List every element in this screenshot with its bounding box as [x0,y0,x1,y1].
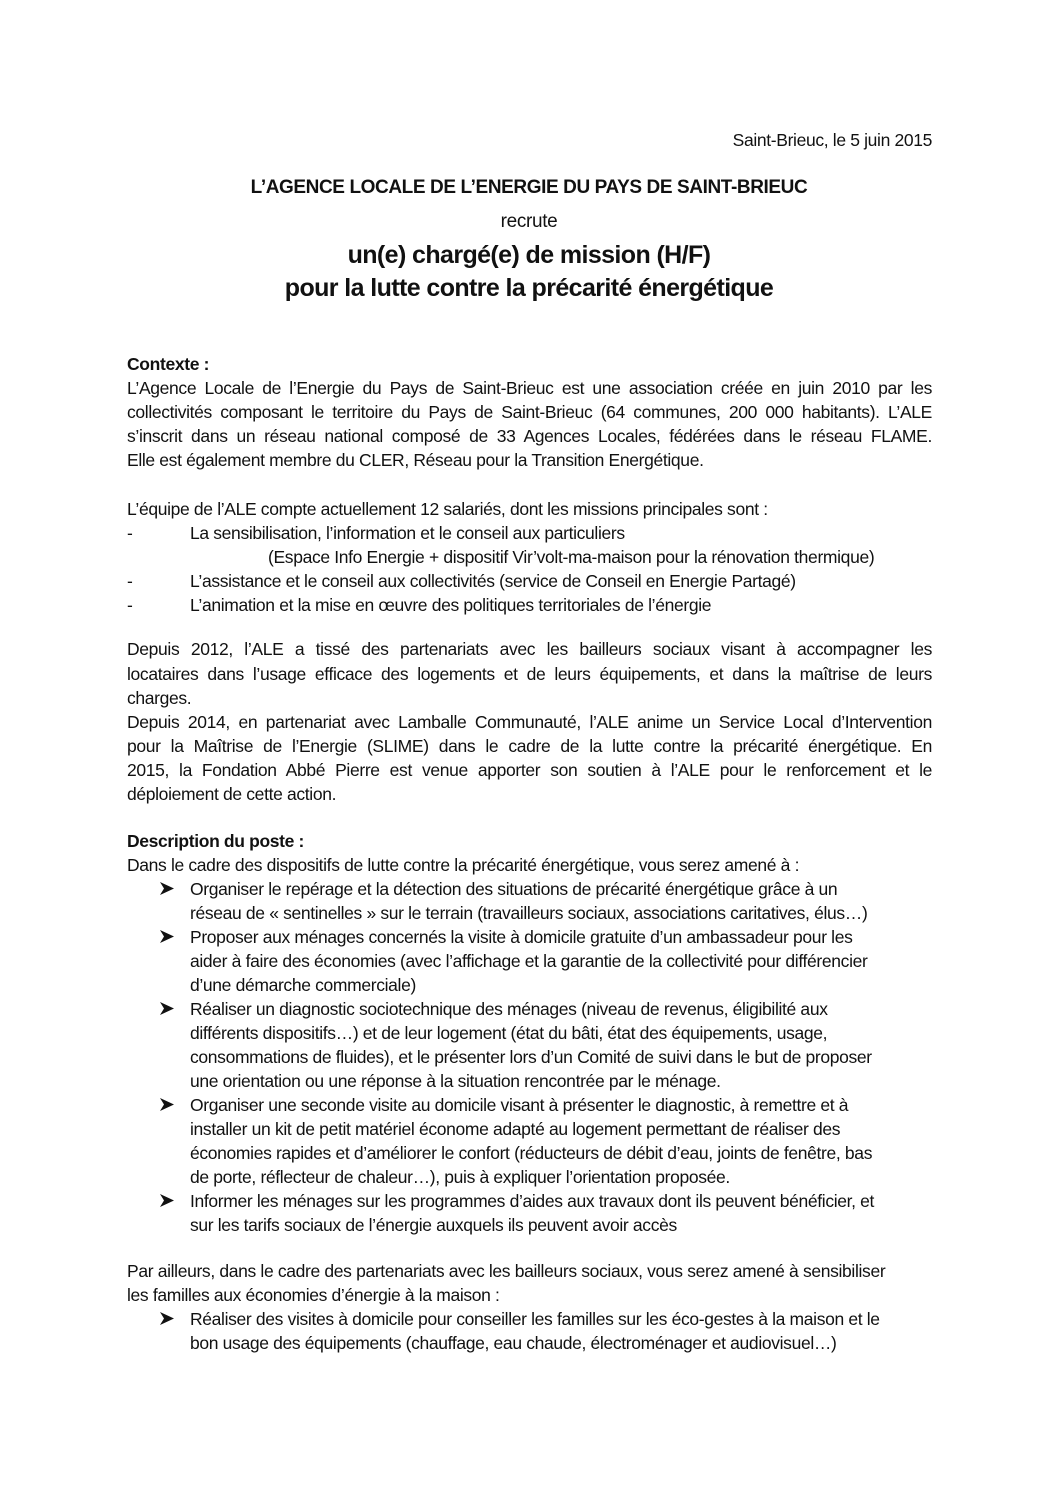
bullet-line: installer un kit de petit matériel économe adapté au logement permettant de réaliser des [190,1119,841,1139]
mission-item: L’animation et la mise en œuvre des politiques territoriales de l’énergie [190,595,712,615]
arrow-bullet-icon [160,877,174,895]
recruits-verb: recrute [500,211,558,232]
list-dash: - [127,595,133,615]
paragraph-line: L’Agence Locale de l’Energie du Pays de Saint-Brieuc est une association créée en juin 2010 par les [127,378,932,398]
bullet-line: aider à faire des économies (avec l’affichage et la garantie de la collectivité pour différencier [190,951,868,971]
paragraph-line: pour la Maîtrise de l’Energie (SLIME) dans le cadre de la lutte contre la précarité énergétique. En [127,736,932,756]
team-intro: L’équipe de l’ALE compte actuellement 12 salariés, dont les missions principales sont : [127,499,768,519]
bullet-line: bon usage des équipements (chauffage, eau chaude, électroménager et audiovisuel…) [190,1333,837,1353]
paragraph-line: Elle est également membre du CLER, Réseau pour la Transition Energétique. [127,450,704,470]
bullet-line: d’une démarche commerciale) [190,975,416,995]
paragraph-line: les familles aux économies d’énergie à la maison : [127,1285,500,1305]
arrow-bullet-icon [160,1189,174,1207]
paragraph-line: Par ailleurs, dans le cadre des partenariats avec les bailleurs sociaux, vous serez amené à sensibiliser [127,1261,886,1281]
job-title-line-1: un(e) chargé(e) de mission (H/F) [347,241,711,269]
paragraph-line: Depuis 2012, l’ALE a tissé des partenariats avec les bailleurs sociaux visant à accompagner les [127,639,932,659]
bullet-line: différents dispositifs…) et de leur logement (état du bâti, état des équipements, usage, [190,1023,828,1043]
arrow-bullet-icon [160,925,174,943]
paragraph-line: collectivités composant le territoire du Pays de Saint-Brieuc (64 communes, 200 000 habitants). L’ALE [127,402,932,422]
bullet-line: Organiser le repérage et la détection des situations de précarité énergétique grâce à un [190,879,838,899]
description-intro: Dans le cadre des dispositifs de lutte contre la précarité énergétique, vous serez amené à : [127,855,800,875]
organization-name: L’AGENCE LOCALE DE L’ENERGIE DU PAYS DE SAINT-BRIEUC [250,177,808,198]
date-line: Saint-Brieuc, le 5 juin 2015 [732,130,932,150]
arrow-bullet-icon [160,997,174,1015]
bullet-line: Proposer aux ménages concernés la visite à domicile gratuite d’un ambassadeur pour les [190,927,853,947]
bullet-line: de porte, réflecteur de chaleur…), puis à expliquer l’orientation proposée. [190,1167,730,1187]
paragraph-line: locataires dans l’usage efficace des logements et de leurs équipements, et dans la maîtrise de leurs [127,664,932,684]
section-heading-description: Description du poste : [127,831,305,851]
bullet-line: Organiser une seconde visite au domicile visant à présenter le diagnostic, à remettre et à [190,1095,849,1115]
paragraph-line: charges. [127,688,192,708]
bullet-line: réseau de « sentinelles » sur le terrain (travailleurs sociaux, associations caritatives, élus…) [190,903,868,923]
bullet-line: consommations de fluides), et le présenter lors d’un Comité de suivi dans le but de proposer [190,1047,872,1067]
bullet-line: Réaliser un diagnostic sociotechnique des ménages (niveau de revenus, éligibilité aux [190,999,828,1019]
arrow-bullet-icon [160,1307,174,1325]
arrow-bullet-icon [160,1093,174,1111]
section-heading-contexte: Contexte : [127,354,210,374]
bullet-line: Réaliser des visites à domicile pour conseiller les familles sur les éco-gestes à la maison et le [190,1309,880,1329]
list-dash: - [127,523,133,543]
paragraph-line: s’inscrit dans un réseau national composé de 33 Agences Locales, fédérées dans le réseau FLAME. [127,426,932,446]
mission-item-detail: (Espace Info Energie + dispositif Vir’volt-ma-maison pour la rénovation thermique) [268,547,875,567]
mission-item: La sensibilisation, l’information et le conseil aux particuliers [190,523,625,543]
paragraph-line: Depuis 2014, en partenariat avec Lamballe Communauté, l’ALE anime un Service Local d’Intervention [127,712,932,732]
bullet-line: économies rapides et d’améliorer le confort (réducteurs de débit d’eau, joints de fenêtre, bas [190,1143,873,1163]
job-title-line-2: pour la lutte contre la précarité énergétique [284,274,774,302]
mission-item: L’assistance et le conseil aux collectivités (service de Conseil en Energie Partagé) [190,571,796,591]
list-dash: - [127,571,133,591]
bullet-line: une orientation ou une réponse à la situation rencontrée par le ménage. [190,1071,721,1091]
paragraph-line: déploiement de cette action. [127,784,337,804]
bullet-line: Informer les ménages sur les programmes d’aides aux travaux dont ils peuvent bénéficier, et [190,1191,875,1211]
paragraph-line: 2015, la Fondation Abbé Pierre est venue apporter son soutien à l’ALE pour le renforcement et le [127,760,932,780]
bullet-line: sur les tarifs sociaux de l’énergie auxquels ils peuvent avoir accès [190,1215,677,1235]
